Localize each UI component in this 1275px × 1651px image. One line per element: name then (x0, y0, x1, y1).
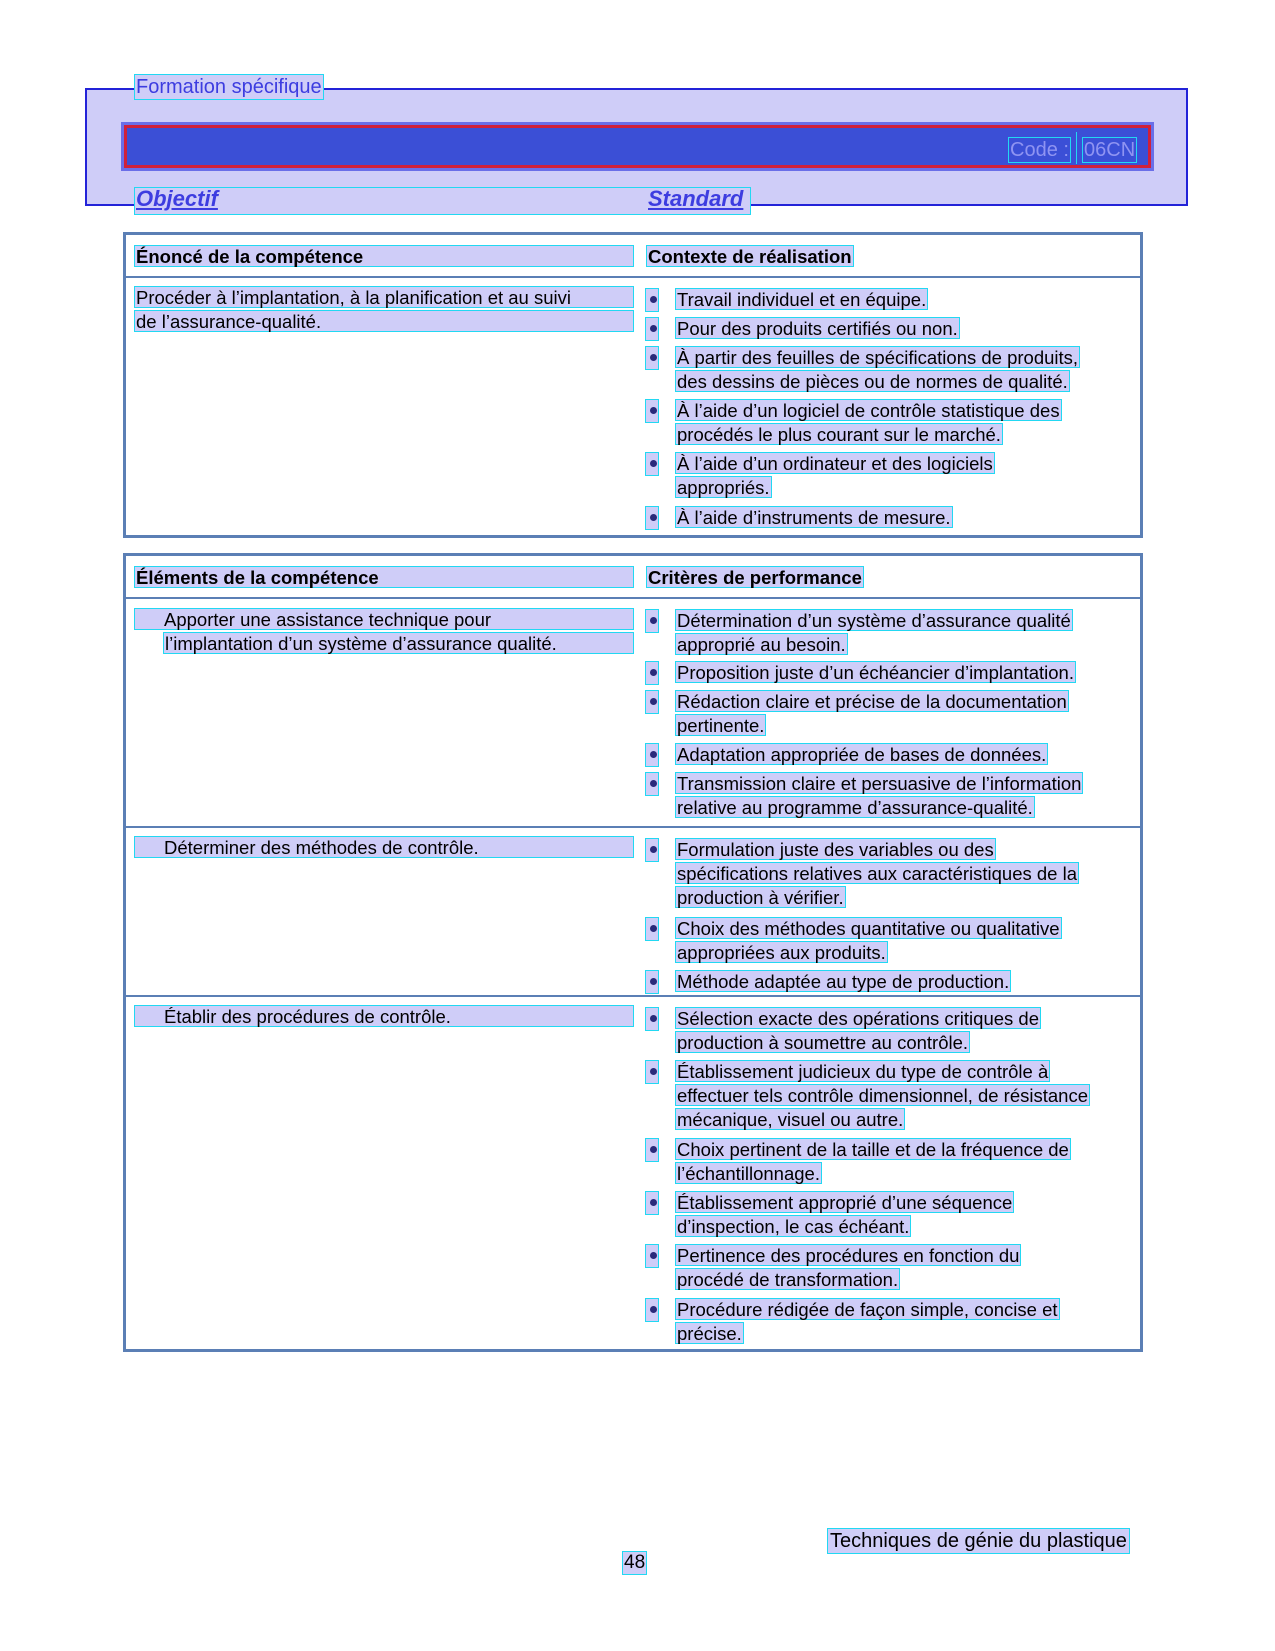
bullet-text: l’échantillonnage. (677, 1163, 820, 1184)
element-line (134, 836, 634, 858)
footer-program-title: Techniques de génie du plastique (827, 1528, 1130, 1554)
criteres-header: Critères de performance (648, 567, 862, 588)
bullet-icon (650, 407, 657, 414)
bullet-icon (650, 846, 657, 853)
bullet-text: effectuer tels contrôle dimensionnel, de résistance (677, 1085, 1089, 1106)
bullet-text: Pertinence des procédures en fonction du (677, 1245, 1020, 1266)
elements-row-divider (123, 995, 1143, 997)
bullet-icon (650, 669, 657, 676)
bullet-text: production à soumettre au contrôle. (677, 1032, 969, 1053)
bullet-text: Travail individuel et en équipe. (677, 289, 927, 310)
bullet-icon (650, 698, 657, 705)
code-bar (124, 125, 1151, 168)
element-text: l’implantation d’un système d’assurance qualité. (165, 633, 557, 654)
bullet-text: Transmission claire et persuasive de l’information (677, 773, 1082, 794)
page-number: 48 (624, 1552, 646, 1573)
bullet-icon (650, 296, 657, 303)
bullet-text: Rédaction claire et précise de la documentation (677, 691, 1067, 712)
code-value: 06CN (1084, 139, 1136, 161)
element-line (163, 632, 634, 654)
enonce-line: de l’assurance-qualité. (134, 310, 634, 332)
bullet-text: Détermination d’un système d’assurance qualité (677, 610, 1071, 631)
bullet-text: Proposition juste d’un échéancier d’implantation. (677, 662, 1074, 683)
bullet-icon (650, 1068, 657, 1075)
bullet-text: À partir des feuilles de spécifications de produits, (677, 347, 1079, 368)
bullet-icon (650, 617, 657, 624)
enonce-line: Procéder à l’implantation, à la planification et au suivi (134, 286, 634, 308)
bullet-icon (650, 1252, 657, 1259)
bullet-text: Établissement approprié d’une séquence (677, 1192, 1013, 1213)
bullet-text: Procédure rédigée de façon simple, concise et (677, 1299, 1058, 1320)
bullet-icon (650, 1015, 657, 1022)
enonce-header: Énoncé de la compétence (134, 245, 634, 267)
competence-table-header-divider (123, 276, 1143, 278)
code-label: Code : (1010, 139, 1069, 161)
bullet-text: Choix des méthodes quantitative ou qualitative (677, 918, 1060, 939)
bullet-icon (650, 978, 657, 985)
bullet-text: Formulation juste des variables ou des (677, 839, 994, 860)
contexte-header: Contexte de réalisation (648, 246, 852, 267)
bullet-text: approprié au besoin. (677, 634, 846, 655)
bullet-text: Pour des produits certifiés ou non. (677, 318, 958, 339)
element-line (134, 1005, 634, 1027)
bullet-icon (650, 354, 657, 361)
bullet-icon (650, 514, 657, 521)
standard-title: Standard (648, 186, 744, 211)
objectif-title: Objectif (136, 186, 218, 211)
bullet-text: précise. (677, 1323, 742, 1344)
bullet-text: À l’aide d’un ordinateur et des logiciels (677, 453, 993, 474)
bullet-text: À l’aide d’un logiciel de contrôle statistique des (677, 400, 1060, 421)
bullet-text: procédé de transformation. (677, 1269, 899, 1290)
bullet-icon (650, 780, 657, 787)
bullet-icon (650, 325, 657, 332)
bullet-text: mécanique, visuel ou autre. (677, 1109, 904, 1130)
element-text: Déterminer des méthodes de contrôle. (164, 837, 479, 858)
bullet-text: À l’aide d’instruments de mesure. (677, 507, 951, 528)
bullet-text: production à vérifier. (677, 887, 844, 908)
bullet-text: relative au programme d’assurance-qualité. (677, 797, 1033, 818)
bullet-text: Sélection exacte des opérations critiques de (677, 1008, 1039, 1029)
element-text: Établir des procédures de contrôle. (164, 1006, 451, 1027)
bullet-text: des dessins de pièces ou de normes de qualité. (677, 371, 1068, 392)
bullet-text: Adaptation appropriée de bases de données. (677, 744, 1047, 765)
formation-label: Formation spécifique (136, 76, 322, 98)
bullet-text: spécifications relatives aux caractéristiques de la (677, 863, 1077, 884)
element-line (134, 608, 634, 630)
bullet-icon (650, 751, 657, 758)
elements-table-header-divider (123, 597, 1143, 599)
element-text: Apporter une assistance technique pour (164, 609, 492, 630)
bullet-text: Choix pertinent de la taille et de la fréquence de (677, 1139, 1069, 1160)
bullet-icon (650, 460, 657, 467)
bullet-icon (650, 1199, 657, 1206)
elements-row-divider (123, 826, 1143, 828)
bullet-text: procédés le plus courant sur le marché. (677, 424, 1001, 445)
bullet-text: appropriées aux produits. (677, 942, 886, 963)
bullet-icon (650, 925, 657, 932)
bullet-text: d’inspection, le cas échéant. (677, 1216, 910, 1237)
bullet-text: Méthode adaptée au type de production. (677, 971, 1010, 992)
bullet-text: Établissement judicieux du type de contrôle à (677, 1061, 1049, 1082)
code-separator (1076, 132, 1077, 164)
bullet-text: appropriés. (677, 477, 770, 498)
elements-header: Éléments de la compétence (134, 566, 634, 588)
bullet-text: pertinente. (677, 715, 765, 736)
bullet-icon (650, 1306, 657, 1313)
bullet-icon (650, 1146, 657, 1153)
